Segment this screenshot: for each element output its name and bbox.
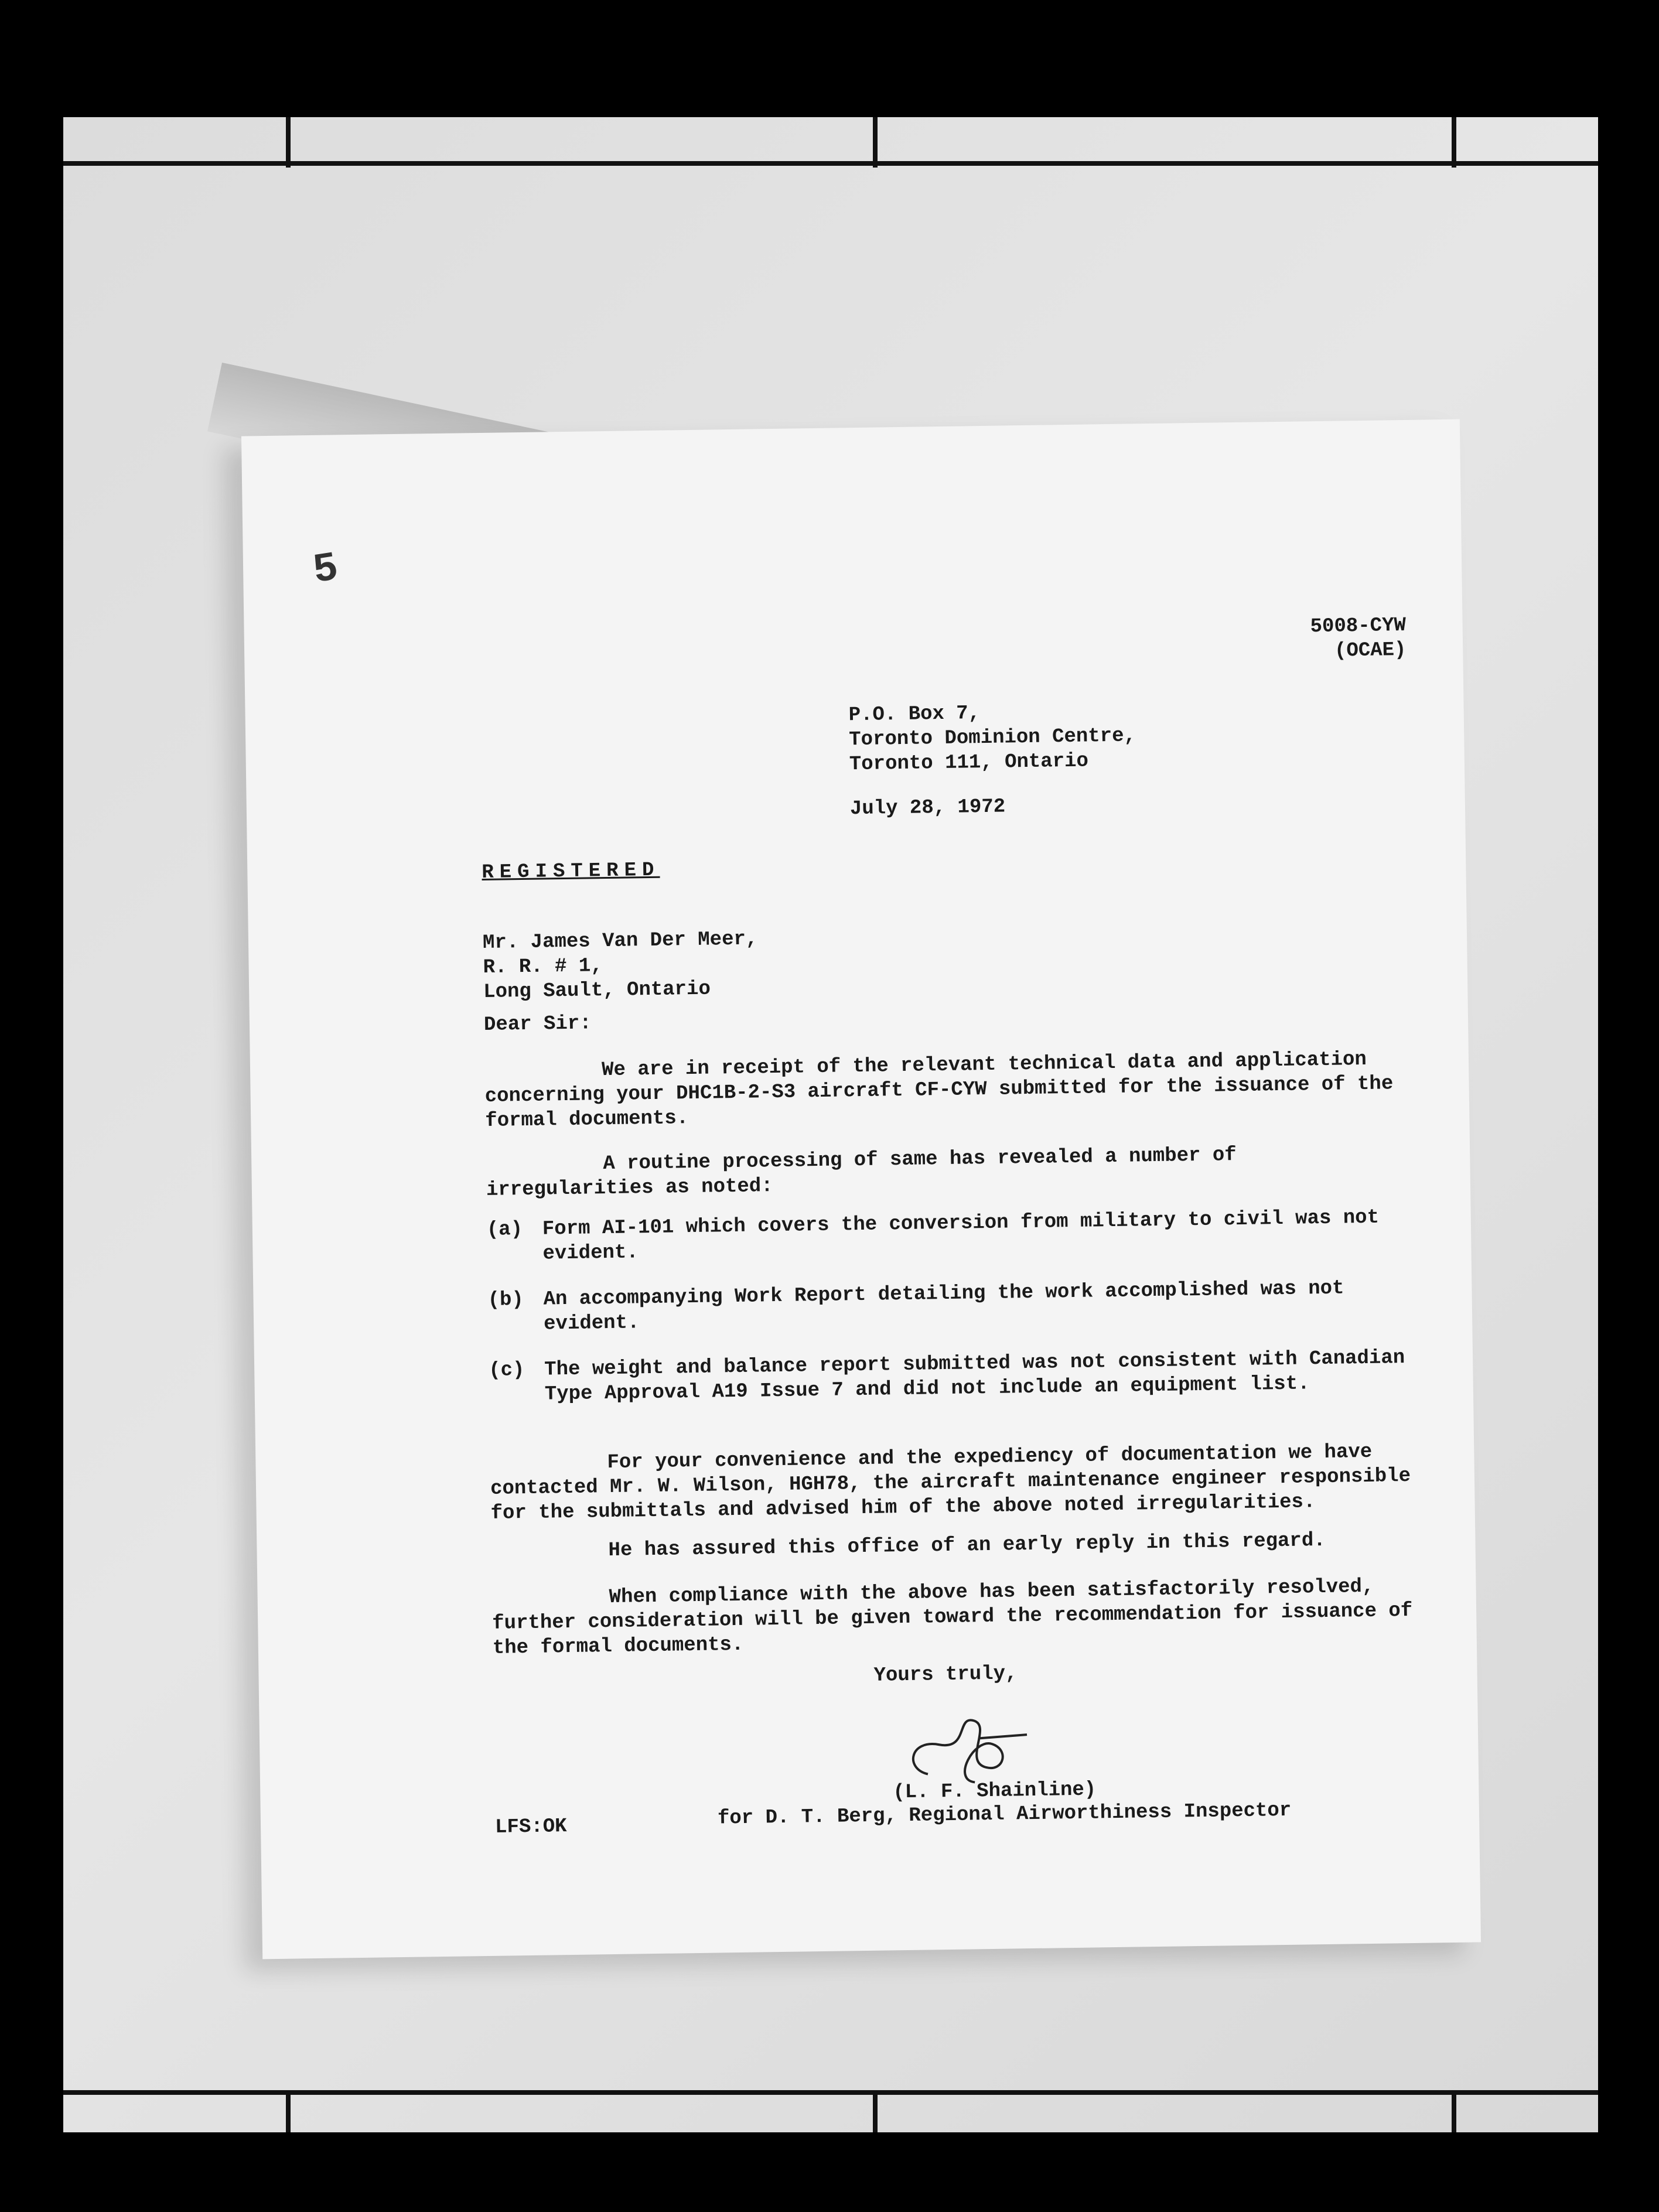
recipient-line: Mr. James Van Der Meer, [482,928,758,954]
frame-divider [286,2090,291,2132]
list-item-text: Form AI-101 which covers the conversion from military to civil was not evident. [542,1206,1380,1265]
frame-top-border [63,161,1598,166]
closing: Yours truly, [873,1663,1018,1687]
list-item-label: (b) [487,1289,524,1312]
paragraph-irregularities: A routine processing of same has revealed a number of irregularities as noted: [486,1144,1237,1201]
reference-org: (OCAE) [1334,639,1407,663]
paragraph-compliance: When compliance with the above has been satisfactorily resolved, further consideration will be given toward the recommendation for issuance of the formal documents. [492,1575,1413,1660]
frame-divider [1452,2090,1456,2132]
signer-name: (L. F. Shainline) [893,1779,1097,1804]
signer-title: for D. T. Berg, Regional Airworthiness Inspector [717,1799,1292,1830]
list-item [487,1205,1413,1267]
frame-divider [1452,117,1456,168]
sender-address [848,699,1136,777]
reference-code: 5008-CYW [1310,614,1407,639]
list-item-text: An accompanying Work Report detailing the work accomplished was not evident. [543,1277,1344,1336]
frame-divider [286,117,291,168]
frame-bottom-border [63,2090,1598,2095]
recipient-line: R. R. # 1, [483,955,603,979]
typist-initials: LFS:OK [494,1815,567,1839]
list-item-text: The weight and balance report submitted was not consistent with Canadian Type Approval A19 Issue 7 and did not include an equipment list. [544,1347,1405,1406]
frame-divider [873,2090,878,2132]
address-line: Toronto 111, Ontario [849,750,1089,776]
salutation: Dear Sir: [483,1012,592,1036]
list-item-label: (a) [486,1218,523,1241]
list-item [487,1275,1414,1337]
frame-divider [873,117,878,168]
address-line: P.O. Box 7, [848,702,981,727]
address-line: Toronto Dominion Centre, [849,725,1136,752]
paragraph-receipt: We are in receipt of the relevant technical data and application concerning your DHC1B-2-S3 aircraft CF-CYW submitted for the issuance of the formal documents. [484,1048,1394,1132]
paragraph-reply: He has assured this office of an early reply in this regard. [608,1529,1326,1562]
corner-mark: 5 [310,545,342,595]
registered-heading: REGISTERED [482,859,660,884]
letter-date: July 28, 1972 [849,796,1006,821]
list-item [489,1346,1415,1408]
paragraph-contact: For your convenience and the expediency of documentation we have contacted Mr. W. Wilson, HGH78, the aircraft maintenance engineer responsible for the submittals and advised him of the above noted irregularities. [490,1440,1411,1525]
recipient-line: Long Sault, Ontario [483,978,711,1003]
letter-page [241,419,1481,1960]
list-item-label: (c) [488,1359,525,1382]
recipient-address [483,927,759,1005]
reference-block [1310,613,1406,664]
